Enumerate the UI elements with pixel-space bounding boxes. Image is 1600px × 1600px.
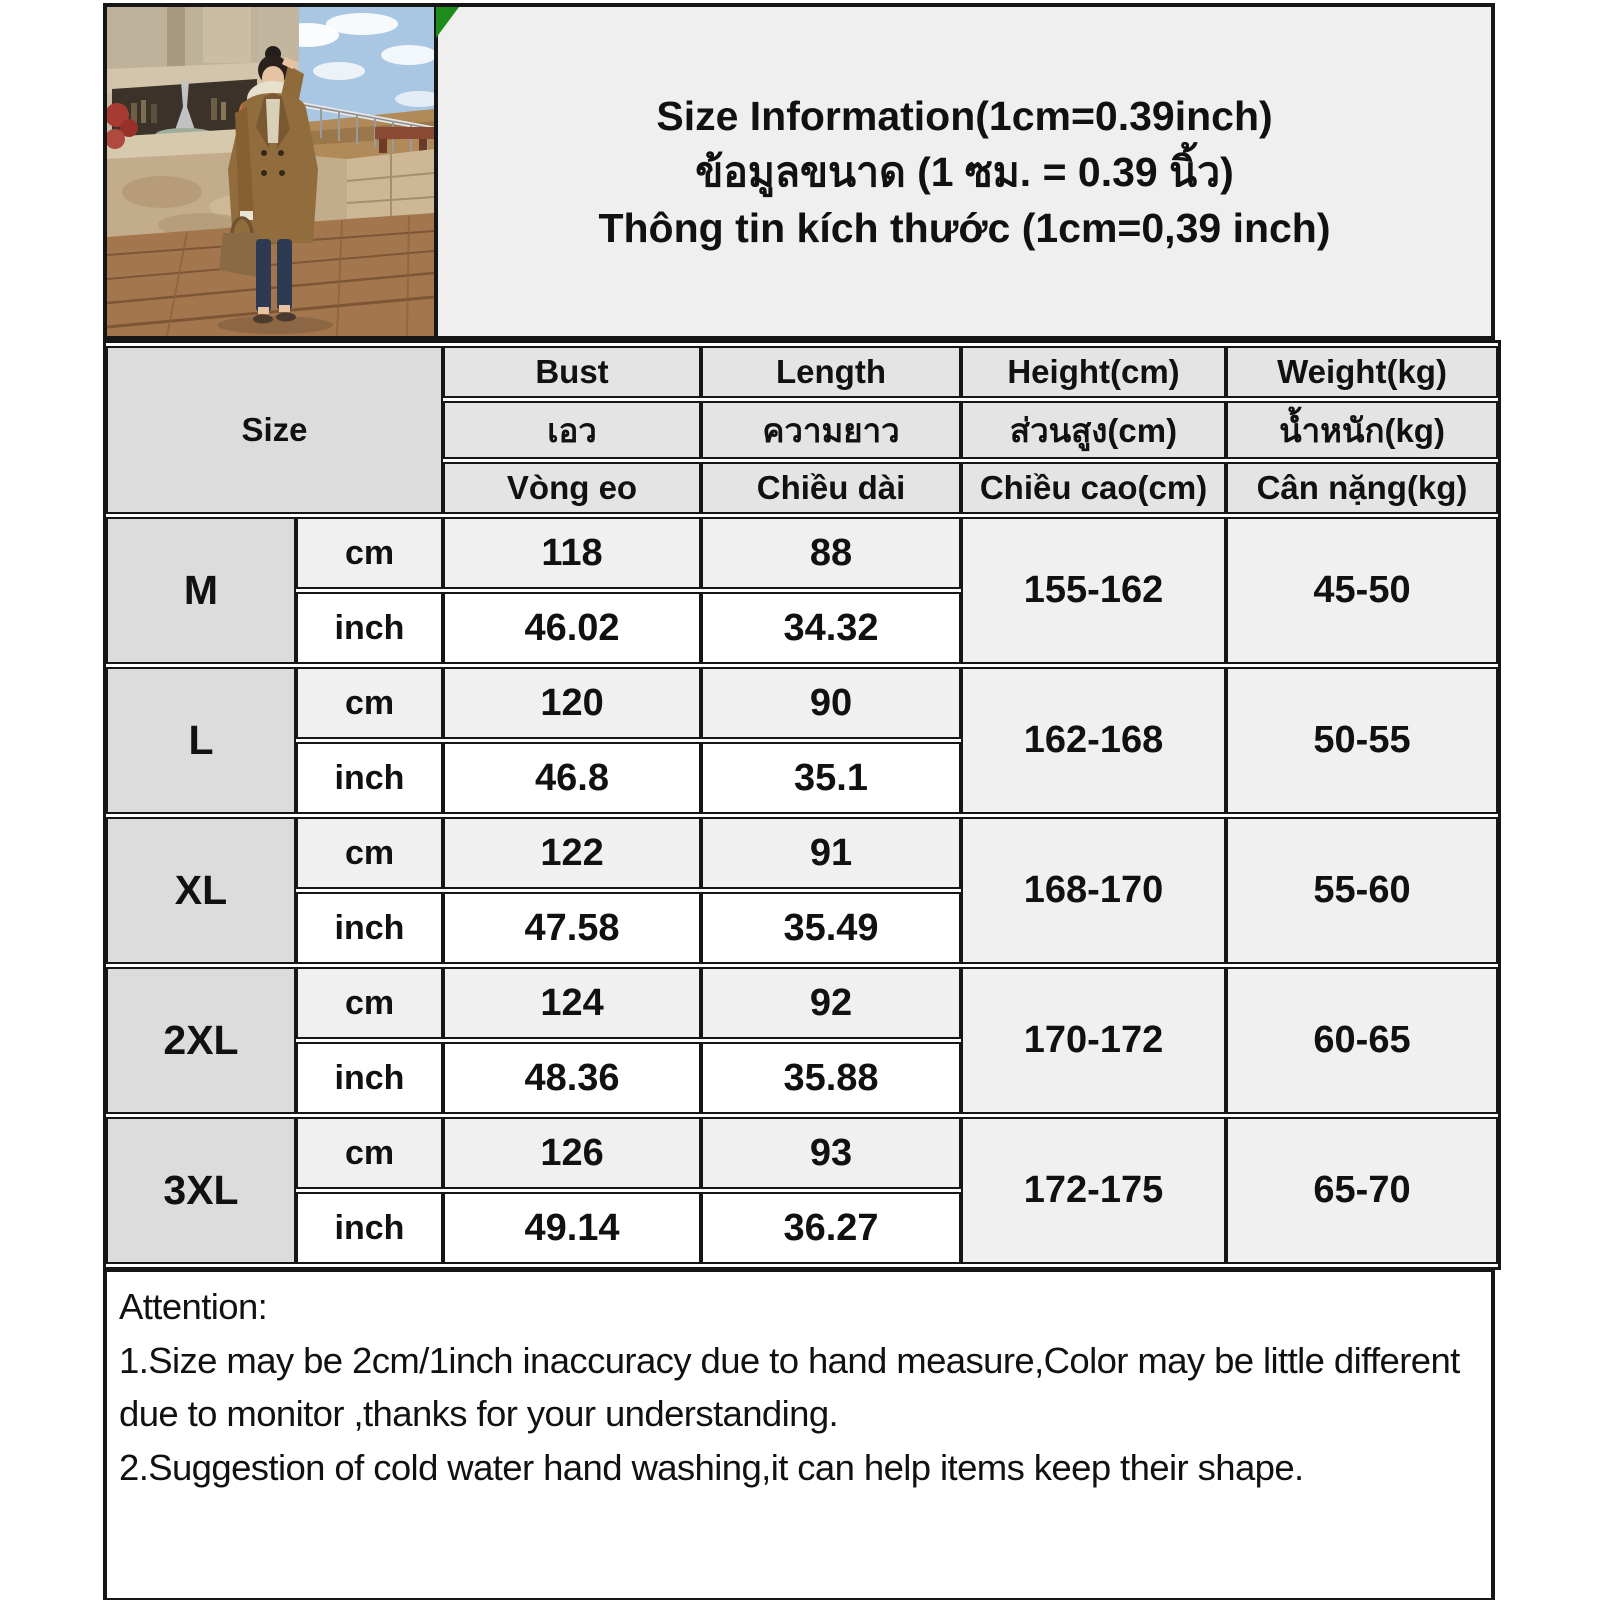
bust-cm-value: 126 [443,1117,701,1189]
bust-cm-value: 122 [443,817,701,889]
height-range: 172-175 [961,1117,1226,1264]
weight-range: 55-60 [1226,817,1498,964]
table-row [106,967,1498,1039]
product-photo [103,3,438,340]
col-header-bust-th: เอว [443,401,701,459]
height-range: 155-162 [961,517,1226,664]
height-range: 162-168 [961,667,1226,814]
size-label: XL [106,817,296,964]
col-header-height: Height(cm) [961,346,1226,398]
bust-inch-value: 46.02 [443,592,701,664]
bust-inch-value: 49.14 [443,1192,701,1264]
table-row [106,667,1498,739]
length-inch-value: 35.88 [701,1042,961,1114]
unit-cm: cm [296,817,443,889]
top-row [103,3,1495,340]
col-header-weight: Weight(kg) [1226,346,1498,398]
table-row [106,817,1498,889]
content-area [103,3,1495,1600]
size-table [103,340,1501,1270]
bust-cm-value: 120 [443,667,701,739]
bust-inch-value: 48.36 [443,1042,701,1114]
bust-cm-value: 118 [443,517,701,589]
attention-title: Attention: [119,1286,268,1327]
unit-inch: inch [296,1042,443,1114]
length-inch-value: 36.27 [701,1192,961,1264]
size-label: M [106,517,296,664]
product-photo-illustration [107,7,434,336]
bust-inch-value: 47.58 [443,892,701,964]
col-header-bust-vi: Vòng eo [443,462,701,514]
length-cm-value: 90 [701,667,961,739]
title-vietnamese: Thông tin kích thước (1cm=0,39 inch) [598,204,1331,251]
col-header-length-th: ความยาว [701,401,961,459]
attention-note-1: 1.Size may be 2cm/1inch inaccuracy due to hand measure,Color may be little different due to monitor ,thanks for your understanding. [119,1339,1460,1435]
length-cm-value: 88 [701,517,961,589]
unit-inch: inch [296,1192,443,1264]
size-label: L [106,667,296,814]
attention-note-2: 2.Suggestion of cold water hand washing,it can help items keep their shape. [119,1446,1304,1488]
bust-inch-value: 46.8 [443,742,701,814]
col-header-height-th: ส่วนสูง(cm) [961,401,1226,459]
col-header-length-vi: Chiều dài [701,462,961,514]
table-row [106,517,1498,589]
col-header-length: Length [701,346,961,398]
title-thai: ข้อมูลขนาด (1 ซม. = 0.39 นิ้ว) [695,148,1234,195]
length-cm-value: 92 [701,967,961,1039]
length-inch-value: 35.49 [701,892,961,964]
unit-cm: cm [296,667,443,739]
unit-inch: inch [296,592,443,664]
weight-range: 60-65 [1226,967,1498,1114]
size-header-cell: Size [106,346,443,514]
weight-range: 50-55 [1226,667,1498,814]
col-header-weight-vi: Cân nặng(kg) [1226,462,1498,514]
height-range: 168-170 [961,817,1226,964]
length-cm-value: 93 [701,1117,961,1189]
length-inch-value: 34.32 [701,592,961,664]
title-english: Size Information(1cm=0.39inch) [656,92,1273,139]
header-row-english [106,346,1498,398]
col-header-weight-th: น้ำหนัก(kg) [1226,401,1498,459]
col-header-bust: Bust [443,346,701,398]
size-label: 2XL [106,967,296,1114]
unit-cm: cm [296,967,443,1039]
weight-range: 65-70 [1226,1117,1498,1264]
table-row [106,1117,1498,1189]
unit-inch: inch [296,892,443,964]
attention-box [103,1270,1495,1600]
size-label: 3XL [106,1117,296,1264]
unit-cm: cm [296,1117,443,1189]
bust-cm-value: 124 [443,967,701,1039]
length-inch-value: 35.1 [701,742,961,814]
weight-range: 45-50 [1226,517,1498,664]
height-range: 170-172 [961,967,1226,1114]
unit-cm: cm [296,517,443,589]
unit-inch: inch [296,742,443,814]
title-block [438,3,1495,340]
corner-marker-icon [436,7,459,38]
col-header-height-vi: Chiều cao(cm) [961,462,1226,514]
length-cm-value: 91 [701,817,961,889]
